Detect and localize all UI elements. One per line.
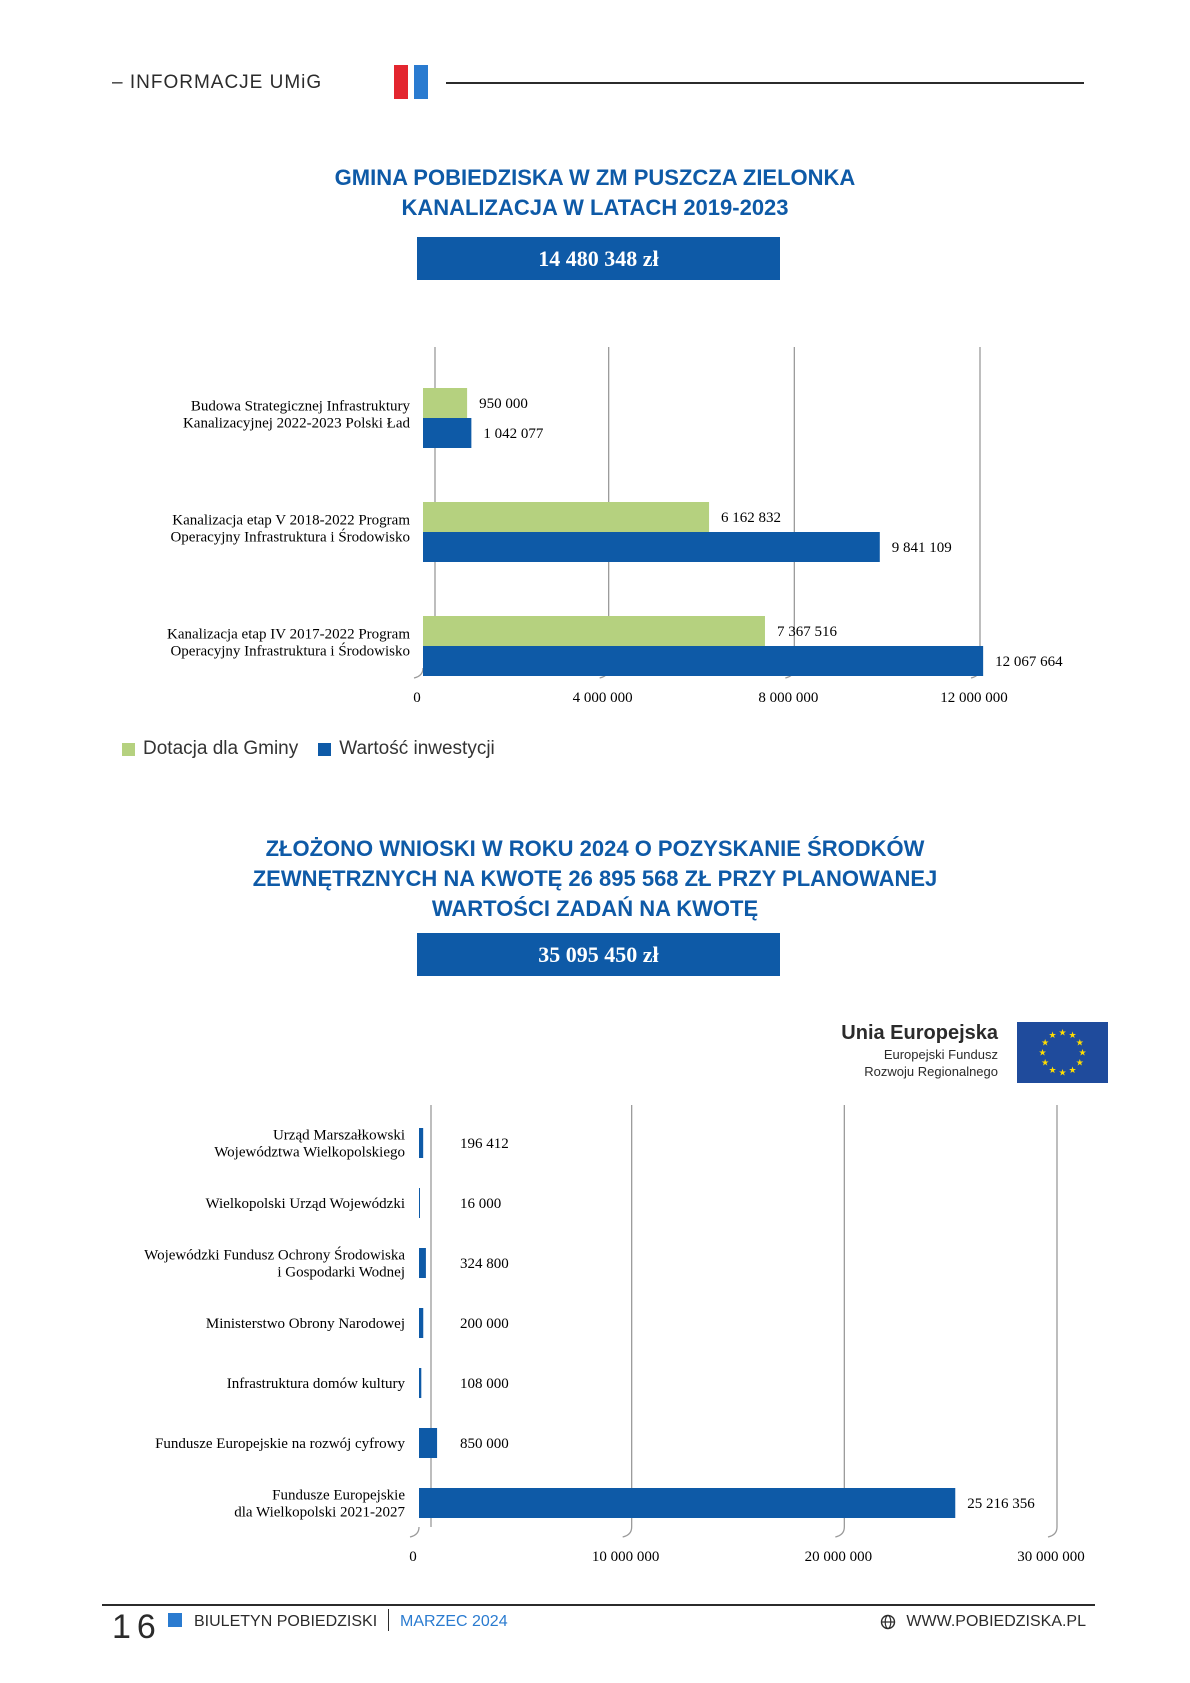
footer-square: [168, 1613, 182, 1627]
axis-hook: [414, 668, 423, 678]
eu-logo-text: [841, 1020, 998, 1080]
axis-hook: [1048, 1527, 1057, 1537]
category-label: Urząd Marszałkowski: [272, 1127, 405, 1144]
category-label: Infrastruktura domów kultury: [226, 1376, 405, 1392]
eu-logo-subtitle: Europejski Fundusz: [883, 1047, 998, 1062]
data-label: 108 000: [460, 1376, 509, 1392]
page-number: 16: [112, 1608, 162, 1646]
x-tick-label: 0: [409, 1549, 417, 1565]
x-tick-label: 30 000 000: [1017, 1549, 1085, 1565]
category-label: Wojewódzki Fundusz Ochrony Środowiska: [144, 1247, 405, 1264]
x-tick-label: 8 000 000: [758, 690, 819, 706]
category-label: Kanalizacyjnej 2022-2023 Polski Ład: [182, 415, 410, 432]
legend-label: Dotacja dla Gminy: [143, 738, 299, 759]
eu-star-icon: ★: [1068, 1064, 1077, 1075]
chart2-amount-box: 35 095 450 zł: [417, 933, 780, 976]
header-blue-bar: [414, 65, 428, 99]
chart1-title: [150, 163, 1040, 223]
category-label: Kanalizacja etap V 2018-2022 Program: [172, 512, 410, 529]
x-tick-label: 20 000 000: [804, 1549, 873, 1565]
bar: [419, 1248, 426, 1278]
eu-star-icon: ★: [1041, 1057, 1050, 1068]
footer-divider: [102, 1604, 1095, 1606]
footer-date: MARZEC 2024: [400, 1613, 508, 1630]
eu-star-icon: ★: [1068, 1030, 1077, 1041]
data-label: 16 000: [460, 1196, 502, 1212]
category-label: Fundusze Europejskie: [272, 1487, 405, 1504]
footer-website: [880, 1613, 1086, 1631]
bar: [423, 646, 983, 676]
data-label: 324 800: [460, 1256, 509, 1272]
data-label: 200 000: [460, 1316, 509, 1332]
data-label: 6 162 832: [721, 510, 782, 526]
eu-star-icon: ★: [1075, 1057, 1084, 1068]
bar: [423, 616, 765, 646]
category-label: Operacyjny Infrastruktura i Środowisko: [170, 529, 410, 546]
footer-separator: [388, 1609, 389, 1631]
chart1-title-line: GMINA POBIEDZISKA W ZM PUSZCZA ZIELONKA: [334, 165, 856, 190]
chart1-title-line: KANALIZACJA W LATACH 2019-2023: [401, 195, 789, 220]
bar: [423, 532, 880, 562]
eu-flag-icon: [1017, 1022, 1108, 1083]
eu-logo-subtitle: Rozwoju Regionalnego: [864, 1064, 998, 1079]
category-label: Ministerstwo Obrony Narodowej: [205, 1316, 405, 1332]
bar: [419, 1188, 420, 1218]
chart2-title: [150, 834, 1040, 924]
eu-star-icon: ★: [1041, 1037, 1050, 1048]
axis-hook: [835, 1527, 844, 1537]
eu-star-icon: ★: [1038, 1047, 1047, 1058]
category-label: Budowa Strategicznej Infrastruktury: [190, 398, 410, 415]
eu-star-icon: ★: [1058, 1027, 1067, 1038]
header-red-bar: [394, 65, 408, 99]
category-label: Województwa Wielkopolskiego: [214, 1144, 405, 1161]
data-label: 25 216 356: [967, 1496, 1035, 1512]
eu-star-icon: ★: [1048, 1030, 1057, 1041]
data-label: 9 841 109: [891, 540, 952, 556]
category-label: Kanalizacja etap IV 2017-2022 Program: [167, 626, 410, 643]
bar: [423, 388, 467, 418]
website-link[interactable]: WWW.POBIEDZISKA.PL: [906, 1613, 1086, 1630]
data-label: 950 000: [479, 396, 528, 412]
axis-hook: [623, 1527, 632, 1537]
eu-star-icon: ★: [1048, 1064, 1057, 1075]
chart1-legend: [122, 738, 515, 760]
chart1-amount-box: 14 480 348 zł: [417, 237, 780, 280]
bar: [419, 1428, 437, 1458]
legend-item-dotacja: [122, 738, 298, 760]
bar: [423, 502, 709, 532]
axis-hook: [410, 1527, 419, 1537]
bar: [423, 418, 471, 448]
chart2-title-line: WARTOŚCI ZADAŃ NA KWOTĘ: [431, 896, 759, 921]
header-divider: [446, 82, 1084, 84]
legend-swatch-green: [122, 743, 135, 756]
category-label: Wielkopolski Urząd Wojewódzki: [205, 1196, 405, 1212]
data-label: 12 067 664: [995, 654, 1063, 670]
category-label: dla Wielkopolski 2021-2027: [234, 1504, 405, 1521]
data-label: 850 000: [460, 1436, 509, 1452]
globe-icon: [880, 1614, 896, 1630]
bar: [419, 1128, 423, 1158]
x-tick-label: 10 000 000: [591, 1549, 660, 1565]
data-label: 1 042 077: [483, 426, 544, 442]
eu-star-icon: ★: [1078, 1047, 1087, 1058]
chart2-title-line: ZŁOŻONO WNIOSKI W ROKU 2024 O POZYSKANIE ŚRODKÓW: [265, 836, 925, 861]
data-label: 196 412: [460, 1136, 509, 1152]
data-label: 7 367 516: [776, 624, 837, 640]
chart1-svg: [0, 330, 1190, 720]
bar: [419, 1368, 421, 1398]
category-label: i Gospodarki Wodnej: [277, 1264, 405, 1281]
bar: [419, 1488, 955, 1518]
x-tick-label: 4 000 000: [572, 690, 633, 706]
section-label: – INFORMACJE UMiG: [112, 72, 323, 93]
legend-item-wartosc: [318, 738, 495, 760]
eu-star-icon: ★: [1075, 1037, 1084, 1048]
x-tick-label: 12 000 000: [940, 690, 1008, 706]
eu-star-icon: ★: [1058, 1067, 1067, 1078]
legend-swatch-blue: [318, 743, 331, 756]
x-tick-label: 0: [413, 690, 421, 706]
legend-label: Wartość inwestycji: [339, 738, 495, 759]
category-label: Operacyjny Infrastruktura i Środowisko: [170, 643, 410, 660]
chart2-title-line: ZEWNĘTRZNYCH NA KWOTĘ 26 895 568 ZŁ PRZY PLANOWANEJ: [252, 866, 938, 891]
footer-publication: BIULETYN POBIEDZISKI: [194, 1613, 378, 1630]
bar: [419, 1308, 423, 1338]
eu-logo-title: Unia Europejska: [841, 1022, 998, 1044]
chart2-svg: [0, 1095, 1190, 1565]
category-label: Fundusze Europejskie na rozwój cyfrowy: [155, 1436, 405, 1452]
